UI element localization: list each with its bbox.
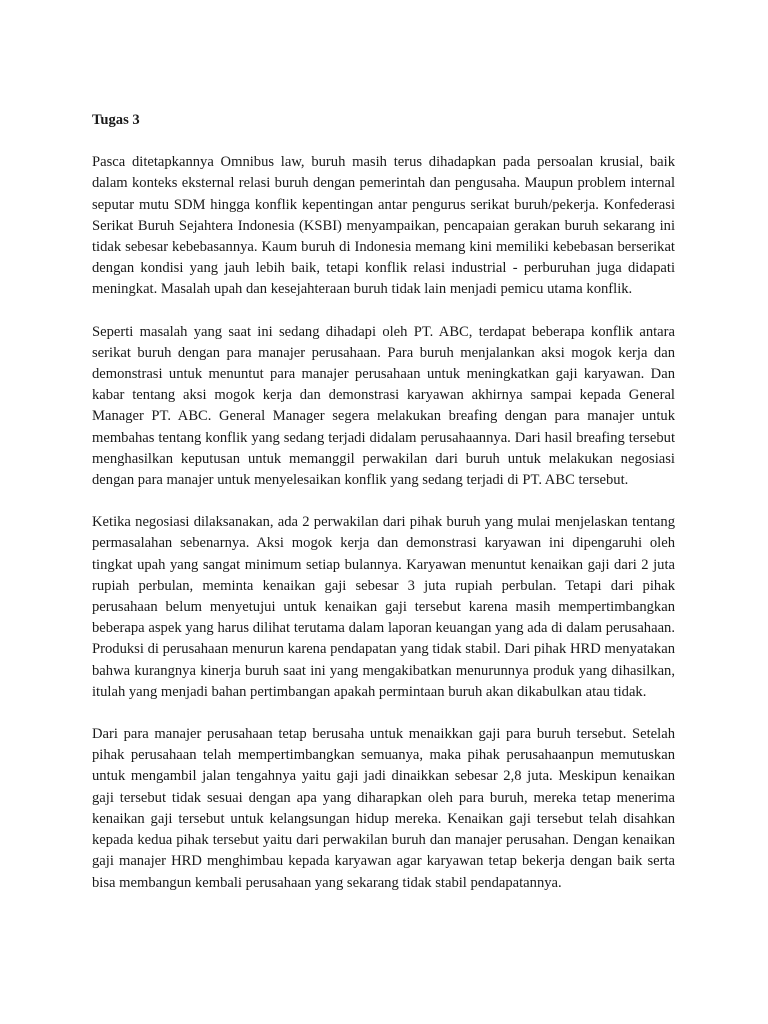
paragraph-4: Dari para manajer perusahaan tetap berusaha untuk menaikkan gaji para buruh tersebut. Setelah pihak perusahaan telah mempertimbangkan semuanya, maka pihak perusahaanpun memutuskan untuk mengambil jalan tengahnya yaitu gaji jadi dinaikkan sebesar 2,8 juta. Meskipun kenaikan gaji tersebut tidak sesuai dengan apa yang diharapkan oleh para buruh, mereka tetap menerima kenaikan gaji tersebut untuk kelangsungan hidup mereka. Kenaikan gaji tersebut telah disahkan kepada kedua pihak tersebut yaitu dari perwakilan buruh dan manajer perusahan. Dengan kenaikan gaji manajer HRD menghimbau kepada karyawan agar karyawan tetap bekerja dengan baik serta bisa membangun kembali perusahaan yang sekarang tidak stabil pendapatannya. — [92, 726, 675, 891]
paragraph-2: Seperti masalah yang saat ini sedang dihadapi oleh PT. ABC, terdapat beberapa konflik antara serikat buruh dengan para manajer perusahaan. Para buruh menjalankan aksi mogok kerja dan demonstrasi untuk menuntut para manajer perusahaan untuk meningkatkan gaji karyawan. Dan kabar tentang aksi mogok kerja dan demonstrasi karyawan akhirnya sampai kepada General Manager PT. ABC. General Manager segera melakukan breafing dengan para manajer untuk membahas tentang konflik yang sedang terjadi didalam perusahaannya. Dari hasil breafing tersebut menghasilkan keputusan untuk memanggil perwakilan dari buruh untuk melakukan negosiasi dengan para manajer untuk menyelesaikan konflik yang sedang terjadi di PT. ABC tersebut. — [92, 323, 675, 489]
document-title: Tugas 3 — [92, 112, 140, 128]
paragraph-1: Pasca ditetapkannya Omnibus law, buruh masih terus dihadapkan pada persoalan krusial, baik dalam konteks eksternal relasi buruh dengan pemerintah dan pengusaha. Maupun problem internal seputar mutu SDM hingga konflik kepentingan antar pengurus serikat buruh/pekerja. Konfederasi Serikat Buruh Sejahtera Indonesia (KSBI) menyampaikan, pencapaian gerakan buruh sekarang ini tidak sebesar kebebasannya. Kaum buruh di Indonesia memang kini memiliki kebebasan berserikat dengan kondisi yang jauh lebih baik, tetapi konflik relasi industrial - perburuhan juga didapati meningkat. Masalah upah dan kesejahteraan buruh tidak lain menjadi pemicu utama konflik. — [92, 154, 675, 298]
paragraph-3: Ketika negosiasi dilaksanakan, ada 2 perwakilan dari pihak buruh yang mulai menjelaskan tentang permasalahan sebenarnya. Aksi mogok kerja dan demonstrasi karyawan ini dipengaruhi oleh tingkat upah yang sangat minimum setiap bulannya. Karyawan menuntut kenaikan gaji dari 2 juta rupiah perbulan, meminta kenaikan gaji sebesar 3 juta rupiah perbulan. Tetapi dari pihak perusahaan belum menyetujui untuk kenaikan gaji tersebut karena masih mempertimbangkan beberapa aspek yang harus dilihat terutama dalam laporan keuangan yang ada di dalam perusahaan. Produksi di perusahaan menurun karena pendapatan yang tidak stabil. Dari pihak HRD menyatakan bahwa kurangnya kinerja buruh saat ini yang mengakibatkan menurunnya produk yang dihasilkan, itulah yang menjadi bahan pertimbangan apakah permintaan buruh akan dikabulkan atau tidak. — [92, 514, 675, 700]
document-page — [92, 110, 675, 894]
